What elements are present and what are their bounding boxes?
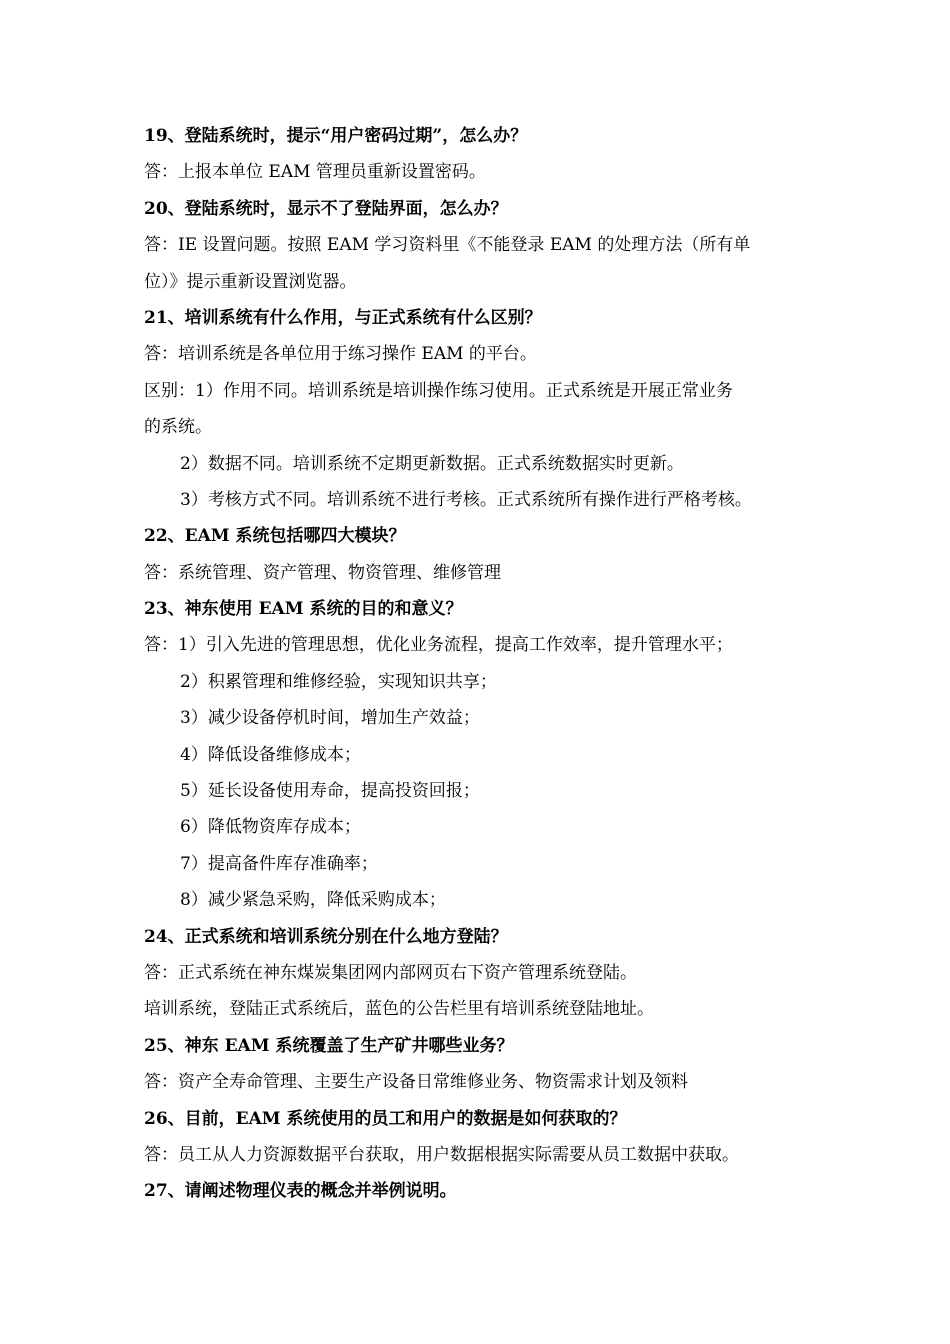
answer-21-line-3: 的系统。 — [144, 417, 212, 438]
answer-21-line-1: 答：培训系统是各单位用于练习操作 EAM 的平台。 — [144, 344, 537, 365]
question-27: 27、请阐述物理仪表的概念并举例说明。 — [144, 1181, 457, 1202]
answer-21-item-2: 2）数据不同。培训系统不定期更新数据。正式系统数据实时更新。 — [180, 453, 684, 474]
question-24: 24、正式系统和培训系统分别在什么地方登陆？ — [144, 926, 508, 947]
answer-22: 答：系统管理、资产管理、物资管理、维修管理 — [144, 562, 501, 583]
answer-23-item-2: 2）积累管理和维修经验，实现知识共享； — [180, 671, 497, 692]
question-25: 25、神东 EAM 系统覆盖了生产矿井哪些业务？ — [144, 1035, 514, 1056]
question-19: 19、登陆系统时，提示“用户密码过期”，怎么办？ — [144, 126, 528, 146]
answer-23-item-7: 7）提高备件库存准确率； — [180, 853, 378, 874]
answer-23-item-8: 8）减少紧急采购，降低采购成本； — [180, 890, 446, 911]
answer-26: 答：员工从人力资源数据平台获取，用户数据根据实际需要从员工数据中获取。 — [144, 1144, 739, 1165]
question-21: 21、培训系统有什么作用，与正式系统有什么区别？ — [144, 307, 542, 328]
answer-23-item-3: 3）减少设备停机时间，增加生产效益； — [180, 708, 480, 729]
question-23: 23、神东使用 EAM 系统的目的和意义？ — [144, 599, 463, 620]
question-22: 22、EAM 系统包括哪四大模块？ — [144, 526, 406, 547]
answer-23-item-1: 答：1）引入先进的管理思想，优化业务流程，提高工作效率，提升管理水平； — [144, 635, 733, 656]
answer-23-item-5: 5）延长设备使用寿命，提高投资回报； — [180, 781, 480, 802]
question-20: 20、登陆系统时，显示不了登陆界面，怎么办？ — [144, 198, 508, 219]
answer-21-item-3: 3）考核方式不同。培训系统不进行考核。正式系统所有操作进行严格考核。 — [180, 489, 752, 510]
answer-24-line-1: 答：正式系统在神东煤炭集团网内部网页右下资产管理系统登陆。 — [144, 962, 637, 983]
answer-20-line-2: 位）》提示重新设置浏览器。 — [144, 271, 357, 292]
answer-23-item-4: 4）降低设备维修成本； — [180, 744, 361, 765]
answer-23-item-6: 6）降低物资库存成本； — [180, 817, 361, 838]
question-26: 26、目前，EAM 系统使用的员工和用户的数据是如何获取的？ — [144, 1108, 627, 1129]
answer-24-line-2: 培训系统，登陆正式系统后，蓝色的公告栏里有培训系统登陆地址。 — [144, 999, 654, 1020]
answer-21-line-2: 区别：1）作用不同。培训系统是培训操作练习使用。正式系统是开展正常业务 — [144, 380, 733, 401]
answer-20-line-1: 答：IE 设置问题。按照 EAM 学习资料里《不能登录 EAM 的处理方法（所有单 — [144, 235, 751, 256]
document-body — [144, 118, 834, 1210]
answer-25: 答：资产全寿命管理、主要生产设备日常维修业务、物资需求计划及领料 — [144, 1072, 688, 1093]
answer-19: 答：上报本单位 EAM 管理员重新设置密码。 — [144, 162, 486, 183]
